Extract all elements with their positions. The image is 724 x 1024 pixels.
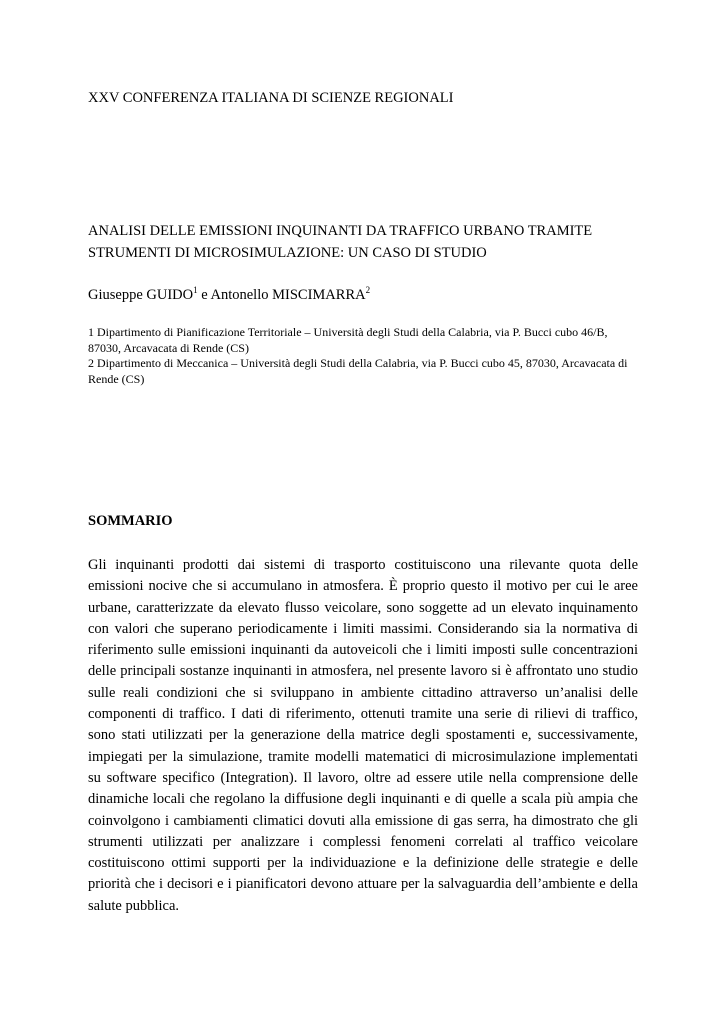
affiliation-line: Rende (CS) <box>88 371 145 386</box>
abstract-line: sulle reali condizioni che si sviluppano in ambiente cittadino attraverso un’analisi delle <box>88 684 638 701</box>
conference-name: XXV CONFERENZA ITALIANA DI SCIENZE REGIONALI <box>88 90 454 106</box>
paper-title <box>88 220 648 264</box>
paper-title-line-2: STRUMENTI DI MICROSIMULAZIONE: UN CASO DI STUDIO <box>88 245 487 261</box>
author-name: Antonello MISCIMARRA <box>210 287 366 303</box>
abstract-line: riferimento sulle emissioni inquinanti da autoveicoli che i limiti imposti sulle concentrazioni <box>88 642 638 659</box>
paper-title-line-1: ANALISI DELLE EMISSIONI INQUINANTI DA TRAFFICO URBANO TRAMITE <box>88 223 593 239</box>
author-name: Giuseppe GUIDO <box>88 287 194 303</box>
abstract-line: strumenti utilizzati per analizzare i complessi fenomeni correlati al traffico veicolare <box>88 833 638 850</box>
abstract-line: con valori che superano periodicamente i limiti massimi. Considerando sia la normativa di <box>88 620 638 637</box>
abstract-line: impiegati per la simulazione, tramite modelli matematici di microsimulazione implementati <box>88 748 638 765</box>
author-list <box>88 287 370 304</box>
abstract-line: componenti di traffico. I dati di riferimento, ottenuti tramite una serie di rilievi di traffico, <box>88 706 638 723</box>
affiliation-line: 1 Dipartimento di Pianificazione Territoriale – Università degli Studi della Calabria, via P. Bucci cubo 46/B, <box>88 325 608 339</box>
abstract-line: costituiscono ottimi supporti per la individuazione e la definizione delle strategie e delle <box>88 855 638 872</box>
abstract-line: su software specifico (Integration). Il lavoro, oltre ad essere utile nella comprensione delle <box>88 769 638 786</box>
abstract-line: Gli inquinanti prodotti dai sistemi di trasporto costituiscono una rilevante quota delle <box>88 557 638 573</box>
abstract-body <box>88 555 638 917</box>
affiliation-line: 87030, Arcavacata di Rende (CS) <box>88 340 249 355</box>
abstract-line: dinamiche locali che regolano la diffusione degli inquinanti e di quelle a scala più ampia che <box>88 791 638 808</box>
author-affiliation-mark: 1 <box>193 285 198 296</box>
abstract-line: salute pubblica. <box>88 897 180 914</box>
author-connector: e <box>197 287 211 303</box>
affiliations <box>88 325 648 387</box>
abstract-line: coinvolgono i cambiamenti climatici dovuti alla emissione di gas serra, ha dimostrato che gli <box>88 812 638 829</box>
abstract-line: sono stati utilizzati per la generazione della matrice degli spostamenti e, successivamente, <box>88 727 638 744</box>
abstract-line: priorità che i decisori e i pianificatori devono attuare per la salvaguardia dell’ambiente e della <box>88 876 638 893</box>
abstract-line: urbane, caratterizzate da elevato flusso veicolare, sono soggette ad un elevato inquinamento <box>88 599 638 616</box>
abstract-line: emissioni nocive che si accumulano in atmosfera. È proprio questo il motivo per cui le aree <box>88 578 638 595</box>
section-heading: SOMMARIO <box>88 513 173 529</box>
author-affiliation-mark: 2 <box>365 285 371 296</box>
abstract-line: delle principali sostanze inquinanti in atmosfera, nel presente lavoro si è affrontato uno studio <box>88 663 638 680</box>
affiliation-line: 2 Dipartimento di Meccanica – Università degli Studi della Calabria, via P. Bucci cubo 45, 87030, Arcavacata di <box>88 356 628 370</box>
